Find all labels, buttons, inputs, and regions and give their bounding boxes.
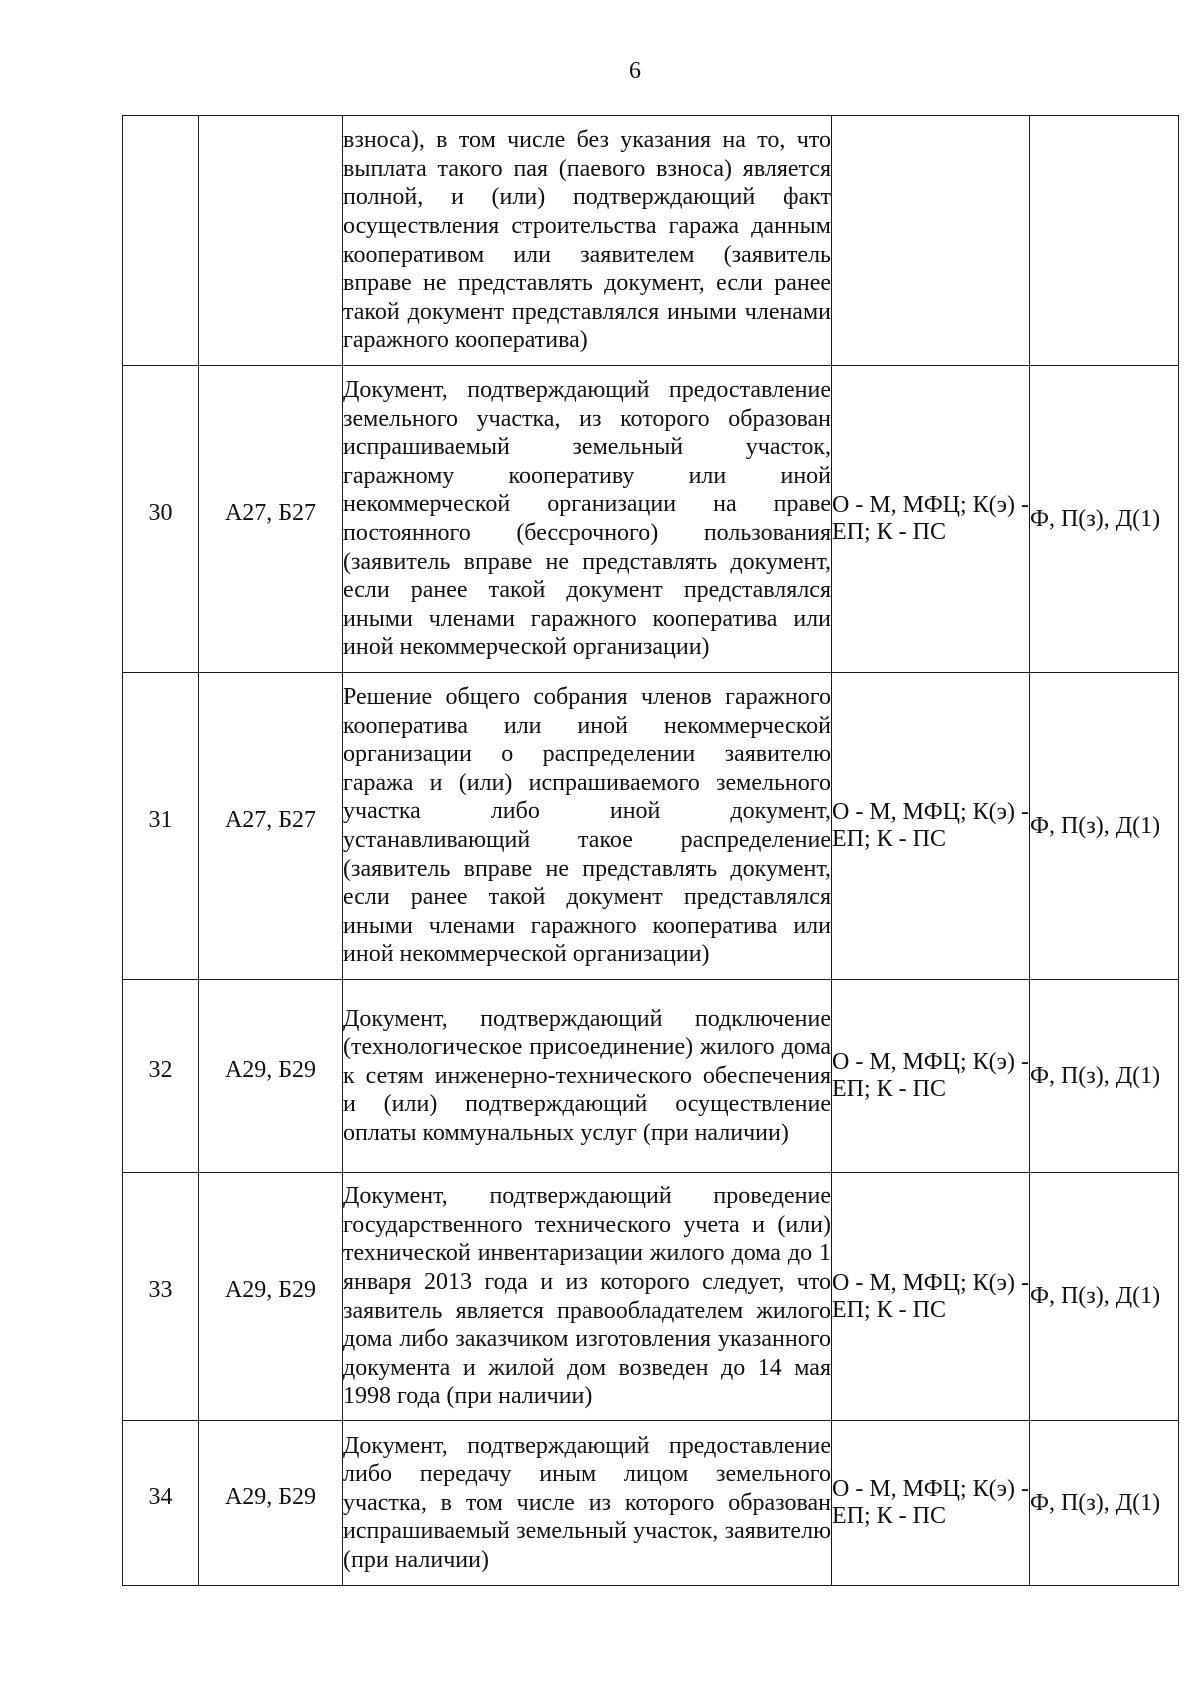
codes-cell: А29, Б29 xyxy=(199,1421,343,1586)
submission-ways-cell xyxy=(832,116,1030,366)
page-number: 6 xyxy=(629,58,641,84)
row-number-cell: 30 xyxy=(123,366,199,673)
description-cell: Документ, подтверждающий предоставление либо передачу иным лицом земельного участка, в том числе из которого образован испрашиваемый земельный участок, заявителю (при наличии) xyxy=(343,1421,832,1586)
row-number-cell: 34 xyxy=(123,1421,199,1586)
submission-ways-cell: О - М, МФЦ; К(э) - ЕП; К - ПС xyxy=(832,980,1030,1173)
table-row xyxy=(123,116,1179,366)
submission-ways-cell: О - М, МФЦ; К(э) - ЕП; К - ПС xyxy=(832,673,1030,980)
submission-ways-cell: О - М, МФЦ; К(э) - ЕП; К - ПС xyxy=(832,366,1030,673)
codes-cell xyxy=(199,116,343,366)
submission-ways-cell: О - М, МФЦ; К(э) - ЕП; К - ПС xyxy=(832,1421,1030,1586)
codes-cell: А27, Б27 xyxy=(199,366,343,673)
documents-table xyxy=(122,115,1179,1586)
requirements-cell: Ф, П(з), Д(1) xyxy=(1030,1421,1179,1586)
row-number-cell: 31 xyxy=(123,673,199,980)
requirements-cell: Ф, П(з), Д(1) xyxy=(1030,673,1179,980)
codes-cell: А27, Б27 xyxy=(199,673,343,980)
row-number-cell: 32 xyxy=(123,980,199,1173)
codes-cell: А29, Б29 xyxy=(199,1173,343,1421)
description-cell: Документ, подтверждающий проведение государственного технического учета и (или) технической инвентаризации жилого дома до 1 января 2013 года и из которого следует, что заявитель является правообладателем жилого дома либо заказчиком изготовления указанного документа и жилой дом возведен до 14 мая 1998 года (при наличии) xyxy=(343,1173,832,1421)
row-number-cell: 33 xyxy=(123,1173,199,1421)
table-row xyxy=(123,1421,1179,1586)
table-row xyxy=(123,366,1179,673)
table-row xyxy=(123,673,1179,980)
table-row xyxy=(123,1173,1179,1421)
codes-cell: А29, Б29 xyxy=(199,980,343,1173)
requirements-cell: Ф, П(з), Д(1) xyxy=(1030,1173,1179,1421)
requirements-cell: Ф, П(з), Д(1) xyxy=(1030,980,1179,1173)
table-row xyxy=(123,980,1179,1173)
description-cell: Документ, подтверждающий подключение (технологическое присоединение) жилого дома к сетям инженерно-технического обеспечения и (или) подтверждающий осуществление оплаты коммунальных услуг (при наличии) xyxy=(343,980,832,1173)
description-cell: взноса), в том числе без указания на то, что выплата такого пая (паевого взноса) является полной, и (или) подтверждающий факт осуществления строительства гаража данным кооперативом или заявителем (заявитель вправе не представлять документ, если ранее такой документ представлялся иными членами гаражного кооператива) xyxy=(343,116,832,366)
description-cell: Решение общего собрания членов гаражного кооператива или иной некоммерческой организации о распределении заявителю гаража и (или) испрашиваемого земельного участка либо иной документ, устанавливающий такое распределение (заявитель вправе не представлять документ, если ранее такой документ представлялся иными членами гаражного кооператива или иной некоммерческой организации) xyxy=(343,673,832,980)
description-cell: Документ, подтверждающий предоставление земельного участка, из которого образован испрашиваемый земельный участок, гаражному кооперативу или иной некоммерческой организации на праве постоянного (бессрочного) пользования (заявитель вправе не представлять документ, если ранее такой документ представлялся иными членами гаражного кооператива или иной некоммерческой организации) xyxy=(343,366,832,673)
row-number-cell xyxy=(123,116,199,366)
requirements-cell: Ф, П(з), Д(1) xyxy=(1030,366,1179,673)
submission-ways-cell: О - М, МФЦ; К(э) - ЕП; К - ПС xyxy=(832,1173,1030,1421)
requirements-cell xyxy=(1030,116,1179,366)
